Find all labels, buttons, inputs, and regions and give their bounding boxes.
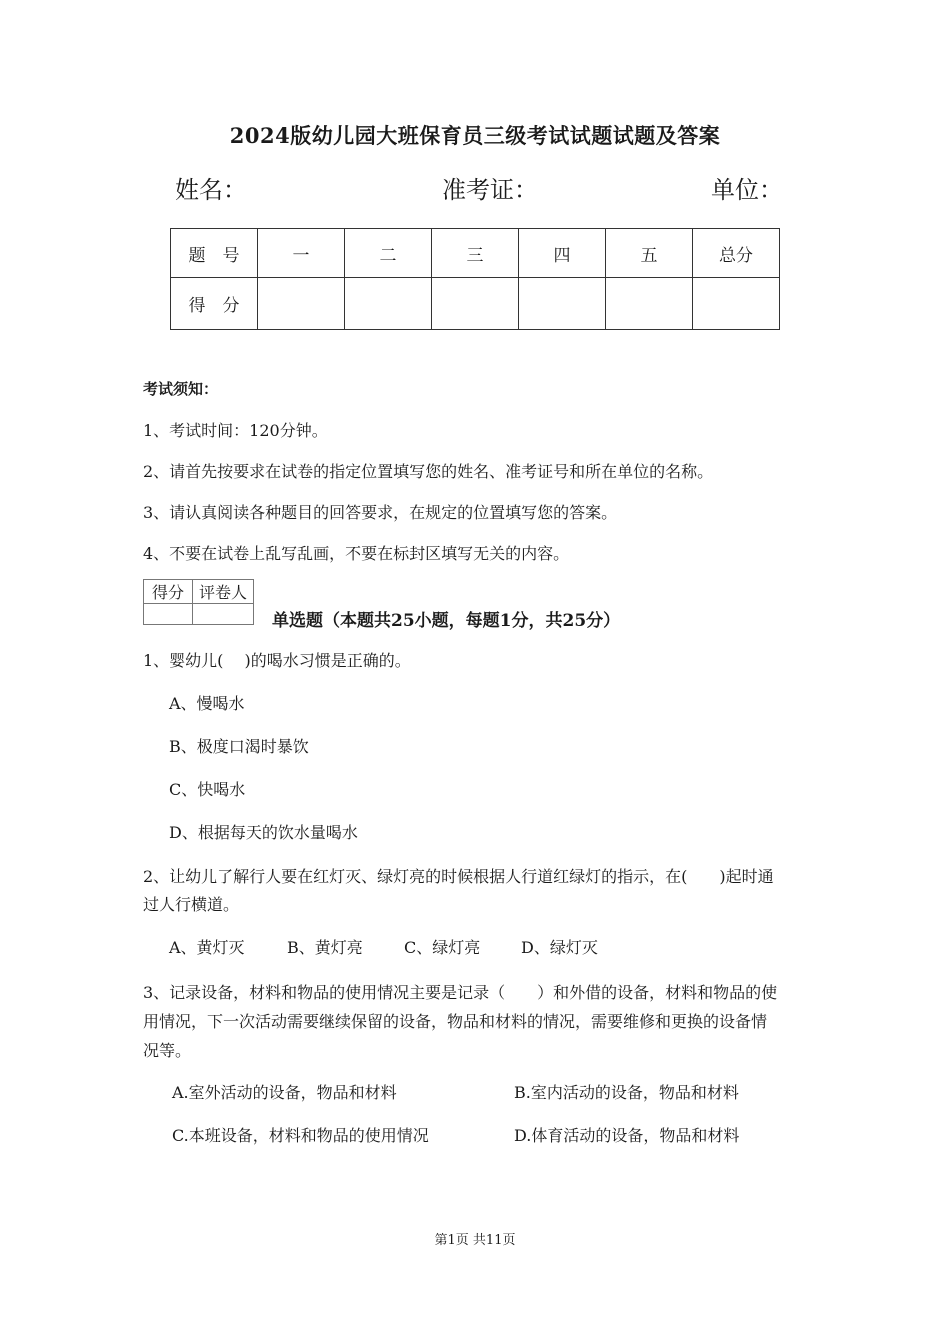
question-stem-continued: 过人行横道。 <box>143 895 240 914</box>
answer-option: A、黄灯灭 <box>169 938 245 957</box>
column-header-total: 总分 <box>693 229 780 278</box>
score-cell-total[interactable] <box>693 278 780 330</box>
answer-option: D.体育活动的设备，物品和材料 <box>514 1126 740 1145</box>
notice-item: 4、不要在试卷上乱写乱画，不要在标封区填写无关的内容。 <box>143 544 570 563</box>
column-header: 一 <box>258 229 345 278</box>
answer-option: B、黄灯亮 <box>287 938 363 957</box>
score-table-score-row <box>171 278 780 330</box>
column-header: 二 <box>345 229 432 278</box>
row-label-question-no: 题 号 <box>171 229 258 278</box>
column-header: 四 <box>519 229 606 278</box>
answer-option: D、根据每天的饮水量喝水 <box>169 823 358 842</box>
row-label-score: 得 分 <box>171 278 258 330</box>
column-header: 三 <box>432 229 519 278</box>
notice-item: 1、考试时间：120分钟。 <box>143 421 328 440</box>
answer-option: C、绿灯亮 <box>404 938 481 957</box>
grader-score-cell[interactable] <box>144 604 193 625</box>
notice-item: 2、请首先按要求在试卷的指定位置填写您的姓名、准考证号和所在单位的名称。 <box>143 462 714 481</box>
question-stem: 1、婴幼儿( )的喝水习惯是正确的。 <box>143 651 411 670</box>
name-field-label: 姓名： <box>175 176 247 204</box>
grader-box <box>143 579 254 625</box>
page-footer: 第1页 共11页 <box>434 1233 516 1248</box>
answer-option: C.本班设备，材料和物品的使用情况 <box>172 1126 429 1145</box>
score-cell[interactable] <box>432 278 519 330</box>
score-cell[interactable] <box>606 278 693 330</box>
score-cell[interactable] <box>519 278 606 330</box>
exam-id-field-label: 准考证： <box>442 176 538 204</box>
document-title: 2024版幼儿园大班保育员三级考试试题试题及答案 <box>229 123 721 148</box>
grader-box-blank-row <box>144 604 254 625</box>
grader-score-label: 得分 <box>144 580 193 604</box>
unit-field-label: 单位： <box>711 176 783 204</box>
score-table <box>170 228 780 330</box>
notice-item: 3、请认真阅读各种题目的回答要求，在规定的位置填写您的答案。 <box>143 503 618 522</box>
column-header: 五 <box>606 229 693 278</box>
answer-option: A.室外活动的设备，物品和材料 <box>172 1083 397 1102</box>
answer-option: A、慢喝水 <box>169 694 245 713</box>
grader-name-label: 评卷人 <box>193 580 254 604</box>
question-stem-continued: 用情况，下一次活动需要继续保留的设备，物品和材料的情况，需要维修和更换的设备情 <box>143 1012 768 1031</box>
answer-option: B.室内活动的设备，物品和材料 <box>514 1083 739 1102</box>
question-stem: 2、让幼儿了解行人要在红灯灭、绿灯亮的时候根据人行道红绿灯的指示，在( )起时通 <box>143 867 774 886</box>
score-cell[interactable] <box>258 278 345 330</box>
score-cell[interactable] <box>345 278 432 330</box>
score-table-header-row <box>171 229 780 278</box>
answer-option: C、快喝水 <box>169 780 246 799</box>
section-heading: 单选题（本题共25小题，每题1分，共25分） <box>272 611 621 631</box>
grader-box-header <box>144 580 254 604</box>
question-stem: 3、记录设备，材料和物品的使用情况主要是记录（ ）和外借的设备，材料和物品的使 <box>143 983 778 1002</box>
notice-heading: 考试须知： <box>143 380 219 398</box>
answer-option: B、极度口渴时暴饮 <box>169 737 309 756</box>
answer-option: D、绿灯灭 <box>521 938 598 957</box>
grader-name-cell[interactable] <box>193 604 254 625</box>
question-stem-continued: 况等。 <box>143 1041 192 1060</box>
